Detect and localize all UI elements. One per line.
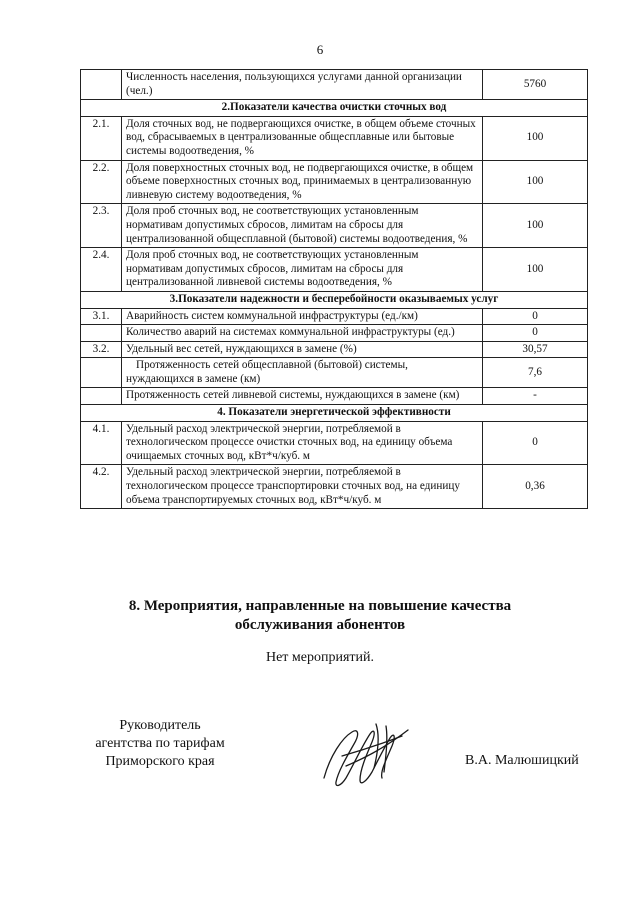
table-row: [81, 116, 588, 160]
measures-heading-line-2: обслуживания абонентов: [234, 617, 406, 633]
table-row: [81, 465, 588, 509]
row-value: 100: [483, 116, 588, 160]
signer-position: [70, 717, 250, 771]
row-value: 30,57: [483, 341, 588, 358]
indicators-table: [80, 69, 588, 509]
row-number: 4.1.: [81, 421, 122, 465]
measures-heading-line-1: 8. Мероприятия, направленные на повышение качества: [128, 598, 512, 614]
row-description: Доля сточных вод, не подвергающихся очистке, в общем объеме сточных вод, сбрасываемых в централизованные общесплавные или бытовые системы водоотведения, %: [122, 116, 483, 160]
row-number: 3.1.: [81, 308, 122, 325]
table-row: [81, 70, 588, 100]
section-header-row: [81, 100, 588, 117]
row-value: 0: [483, 421, 588, 465]
row-number: [81, 70, 122, 100]
row-value: 0,36: [483, 465, 588, 509]
table-row: [81, 341, 588, 358]
row-number: 3.2.: [81, 341, 122, 358]
row-description: Удельный вес сетей, нуждающихся в замене (%): [122, 341, 483, 358]
row-value: 5760: [483, 70, 588, 100]
row-description: Доля проб сточных вод, не соответствующих установленным нормативам допустимых сбросов, лимитам на сбросы для централизованной ливневой системы водоотведения, %: [122, 248, 483, 292]
table-row: [81, 308, 588, 325]
indicators-table-body: [81, 70, 588, 509]
row-description: Протяженность сетей общесплавной (бытовой) системы, нуждающихся в замене (км): [122, 358, 483, 388]
row-description: Численность населения, пользующихся услугами данной организации (чел.): [122, 70, 483, 100]
row-number: [81, 358, 122, 388]
row-value: 0: [483, 325, 588, 342]
row-value: 7,6: [483, 358, 588, 388]
section-title: 2.Показатели качества очистки сточных вод: [81, 100, 588, 117]
row-number: 2.1.: [81, 116, 122, 160]
row-number: [81, 325, 122, 342]
section-title: 4. Показатели энергетической эффективности: [81, 405, 588, 422]
row-description: Аварийность систем коммунальной инфраструктуры (ед./км): [122, 308, 483, 325]
table-row: [81, 160, 588, 204]
row-number: [81, 388, 122, 405]
row-value: -: [483, 388, 588, 405]
row-value: 100: [483, 248, 588, 292]
row-description: Количество аварий на системах коммунальной инфраструктуры (ед.): [122, 325, 483, 342]
table-row: [81, 421, 588, 465]
table-row: [81, 204, 588, 248]
row-number: 2.2.: [81, 160, 122, 204]
section-header-row: [81, 291, 588, 308]
section-title: 3.Показатели надежности и бесперебойности оказываемых услуг: [81, 291, 588, 308]
row-number: 2.4.: [81, 248, 122, 292]
row-value: 100: [483, 204, 588, 248]
measures-heading: [0, 597, 640, 635]
signer-position-line-3: Приморского края: [105, 754, 215, 769]
table-row: [81, 388, 588, 405]
row-value: 100: [483, 160, 588, 204]
signer-position-line-2: агентства по тарифам: [95, 736, 225, 751]
row-description: Удельный расход электрической энергии, потребляемой в технологическом процессе транспортировки сточных вод, на единицу объема транспортируемых сточных вод, кВт*ч/куб. м: [122, 465, 483, 509]
signature-image: [316, 716, 416, 791]
row-description: Доля проб сточных вод, не соответствующих установленным нормативам допустимых сбросов, лимитам на сбросы для централизованной общесплавной (бытовой) системы водоотведения, %: [122, 204, 483, 248]
section-header-row: [81, 405, 588, 422]
row-description: Протяженность сетей ливневой системы, нуждающихся в замене (км): [122, 388, 483, 405]
row-number: 4.2.: [81, 465, 122, 509]
signer-position-line-1: Руководитель: [119, 718, 201, 733]
row-value: 0: [483, 308, 588, 325]
row-description: Доля поверхностных сточных вод, не подвергающихся очистке, в общем объеме поверхностных сточных вод, принимаемых в централизованную ливневую систему водоотведения, %: [122, 160, 483, 204]
row-description: Удельный расход электрической энергии, потребляемой в технологическом процессе очистки сточных вод, на единицу объема очищаемых сточных вод, кВт*ч/куб. м: [122, 421, 483, 465]
table-row: [81, 248, 588, 292]
signer-name: В.А. Малюшицкий: [465, 753, 579, 768]
row-number: 2.3.: [81, 204, 122, 248]
page-number: 6: [316, 42, 324, 57]
table-row: [81, 358, 588, 388]
table-row: [81, 325, 588, 342]
measures-text: Нет мероприятий.: [265, 650, 375, 665]
